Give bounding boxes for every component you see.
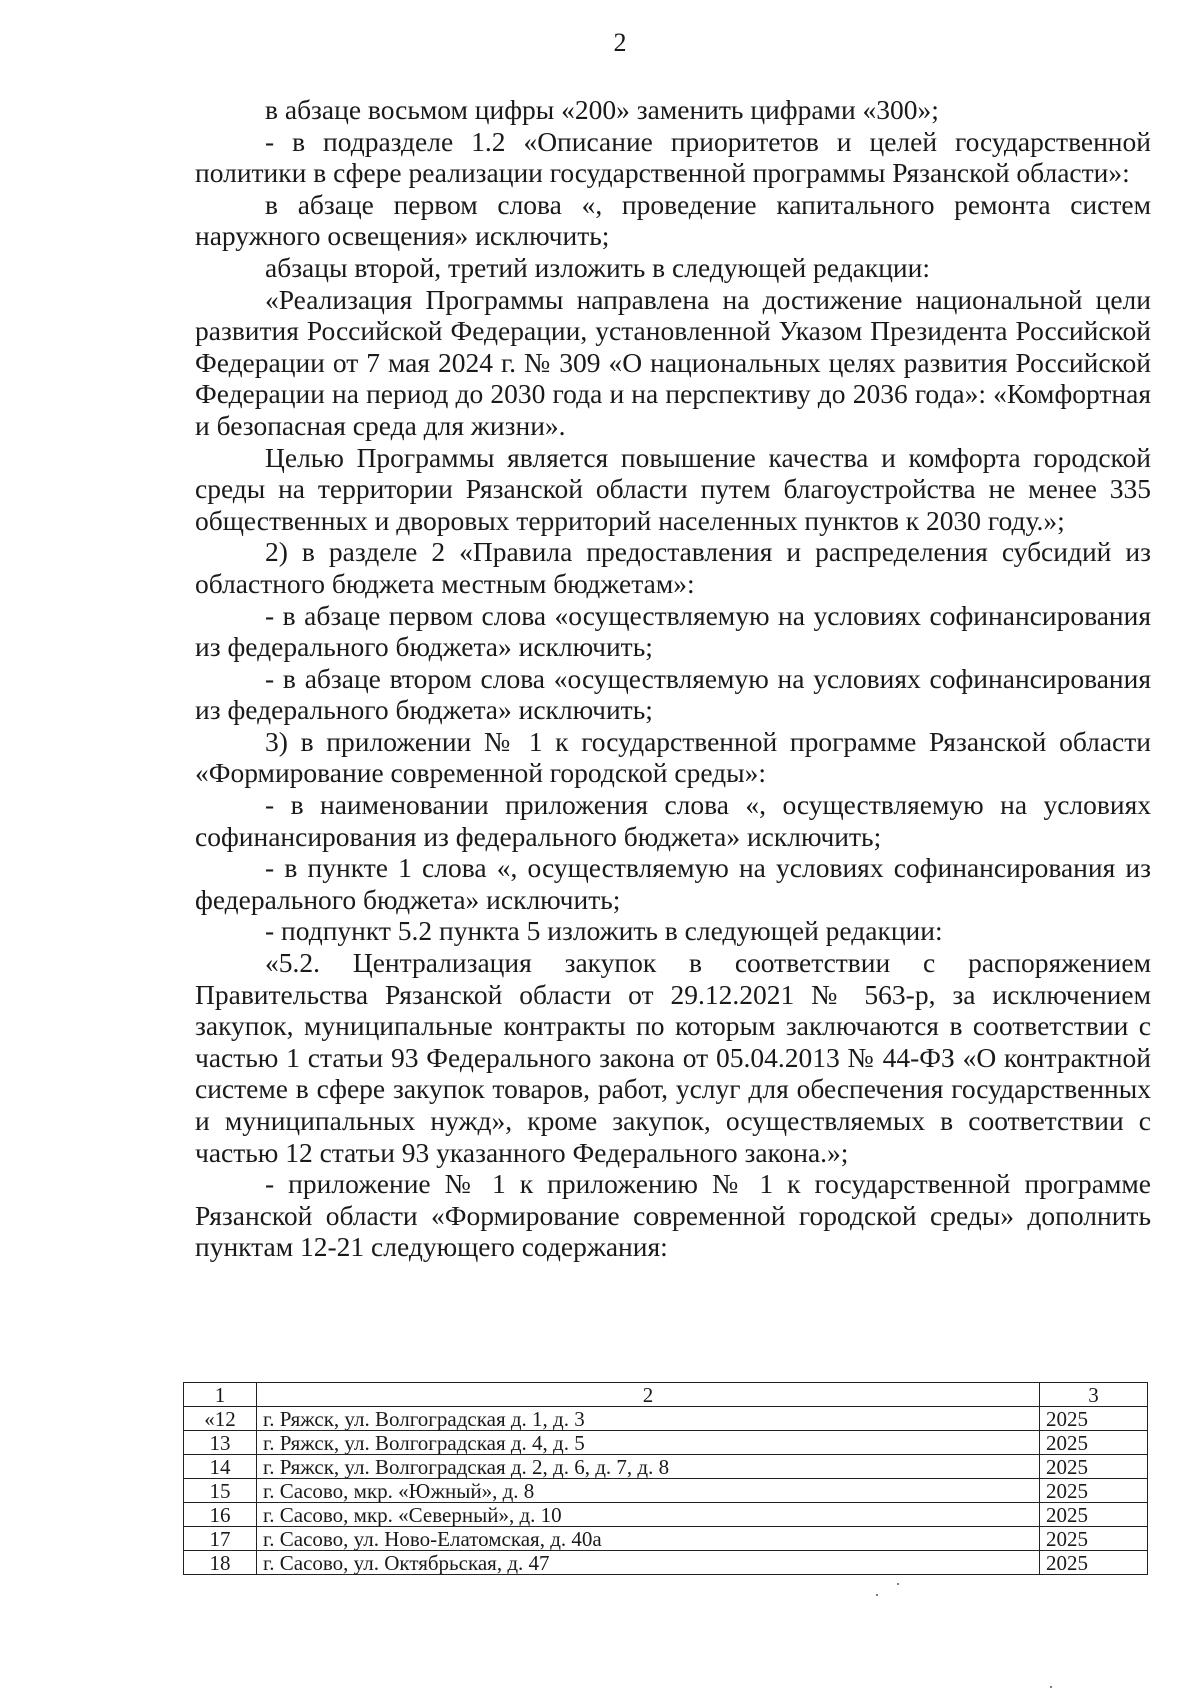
column-header: 3 [1040, 1383, 1148, 1407]
table-row [184, 1479, 1148, 1503]
address-cell: г. Ряжск, ул. Волгоградская д. 1, д. 3 [257, 1407, 1040, 1431]
year-cell: 2025 [1040, 1455, 1148, 1479]
year-cell: 2025 [1040, 1551, 1148, 1575]
year-cell: 2025 [1040, 1527, 1148, 1551]
address-cell: г. Ряжск, ул. Волгоградская д. 2, д. 6, д. 7, д. 8 [257, 1455, 1040, 1479]
paragraph: «Реализация Программы направлена на достижение национальной цели развития Российской Федерации, установленной Указом Президента Российской Федерации от 7 мая 2024 г. № 309 «О национальных целях развития Российской Федерации на период до 2030 года и на перспективу до 2036 года»: «Комфортная и безопасная среда для жизни». [195, 283, 1151, 441]
paragraph: - в абзаце первом слова «осуществляемую на условиях софинансирования из федерального бюджета» исключить; [195, 599, 1151, 663]
year-cell: 2025 [1040, 1479, 1148, 1503]
address-cell: г. Ряжск, ул. Волгоградская д. 4, д. 5 [257, 1431, 1040, 1455]
row-number: 18 [184, 1551, 257, 1575]
paragraph: абзацы второй, третий изложить в следующей редакции: [265, 251, 930, 283]
paragraph: 3) в приложении № 1 к государственной программе Рязанской области «Формирование современной городской среды»: [195, 725, 1151, 789]
year-cell: 2025 [1040, 1503, 1148, 1527]
table-row [184, 1551, 1148, 1575]
scan-speck [897, 1583, 899, 1585]
paragraph: «5.2. Централизация закупок в соответствии с распоряжением Правительства Рязанской области от 29.12.2021 № 563-р, за исключением закупок, муниципальные контракты по которым заключаются в соответствии с частью 1 статьи 93 Федерального закона от 05.04.2013 № 44-ФЗ «О контрактной системе в сфере закупок товаров, работ, услуг для обеспечения государственных и муниципальных нужд», кроме закупок, осуществляемых в соответствии с частью 12 статьи 93 указанного Федерального закона.»; [195, 947, 1151, 1168]
address-cell: г. Сасово, ул. Ново-Елатомская, д. 40а [257, 1527, 1040, 1551]
paragraph: - приложение № 1 к приложению № 1 к государственной программе Рязанской области «Формирование современной городской среды» дополнить пунктам 12-21 следующего содержания: [195, 1168, 1151, 1263]
column-header: 1 [184, 1383, 257, 1407]
table-row [184, 1503, 1148, 1527]
document-body [195, 94, 1151, 1263]
address-cell: г. Сасово, ул. Октябрьская, д. 47 [257, 1551, 1040, 1575]
paragraph: в абзаце первом слова «, проведение капитального ремонта систем наружного освещения» исключить; [195, 188, 1151, 252]
table-row [184, 1431, 1148, 1455]
paragraph: - в пункте 1 слова «, осуществляемую на условиях софинансирования из федерального бюджета» исключить; [195, 852, 1151, 915]
paragraph: - в наименовании приложения слова «, осуществляемую на условиях софинансирования из федерального бюджета» исключить; [195, 789, 1151, 852]
paragraph: в абзаце восьмом цифры «200» заменить цифрами «300»; [265, 94, 939, 125]
table-header-row [184, 1383, 1148, 1407]
paragraph: 2) в разделе 2 «Правила предоставления и распределения субсидий из областного бюджета местным бюджетам»: [195, 536, 1151, 599]
row-number: 17 [184, 1527, 257, 1551]
page-number: 2 [613, 28, 627, 57]
table-row [184, 1455, 1148, 1479]
row-number: 16 [184, 1503, 257, 1527]
year-cell: 2025 [1040, 1407, 1148, 1431]
column-header: 2 [257, 1383, 1040, 1407]
row-number: 14 [184, 1455, 257, 1479]
row-number: 13 [184, 1431, 257, 1455]
row-number: «12 [184, 1407, 257, 1431]
addresses-table [183, 1382, 1148, 1575]
paragraph: - подпункт 5.2 пункта 5 изложить в следующей редакции: [265, 915, 943, 947]
paragraph: Целью Программы является повышение качества и комфорта городской среды на территории Рязанской области путем благоустройства не менее 335 общественных и дворовых территорий населенных пунктов к 2030 году.»; [195, 441, 1151, 536]
year-cell: 2025 [1040, 1431, 1148, 1455]
row-number: 15 [184, 1479, 257, 1503]
scan-speck [876, 1594, 878, 1596]
scan-speck [1050, 1686, 1052, 1688]
address-cell: г. Сасово, мкр. «Южный», д. 8 [257, 1479, 1040, 1503]
table-row [184, 1407, 1148, 1431]
paragraph: - в подразделе 1.2 «Описание приоритетов и целей государственной политики в сфере реализации государственной программы Рязанской области»: [195, 125, 1151, 189]
paragraph: - в абзаце втором слова «осуществляемую на условиях софинансирования из федерального бюджета» исключить; [195, 662, 1151, 726]
address-cell: г. Сасово, мкр. «Северный», д. 10 [257, 1503, 1040, 1527]
table-row [184, 1527, 1148, 1551]
